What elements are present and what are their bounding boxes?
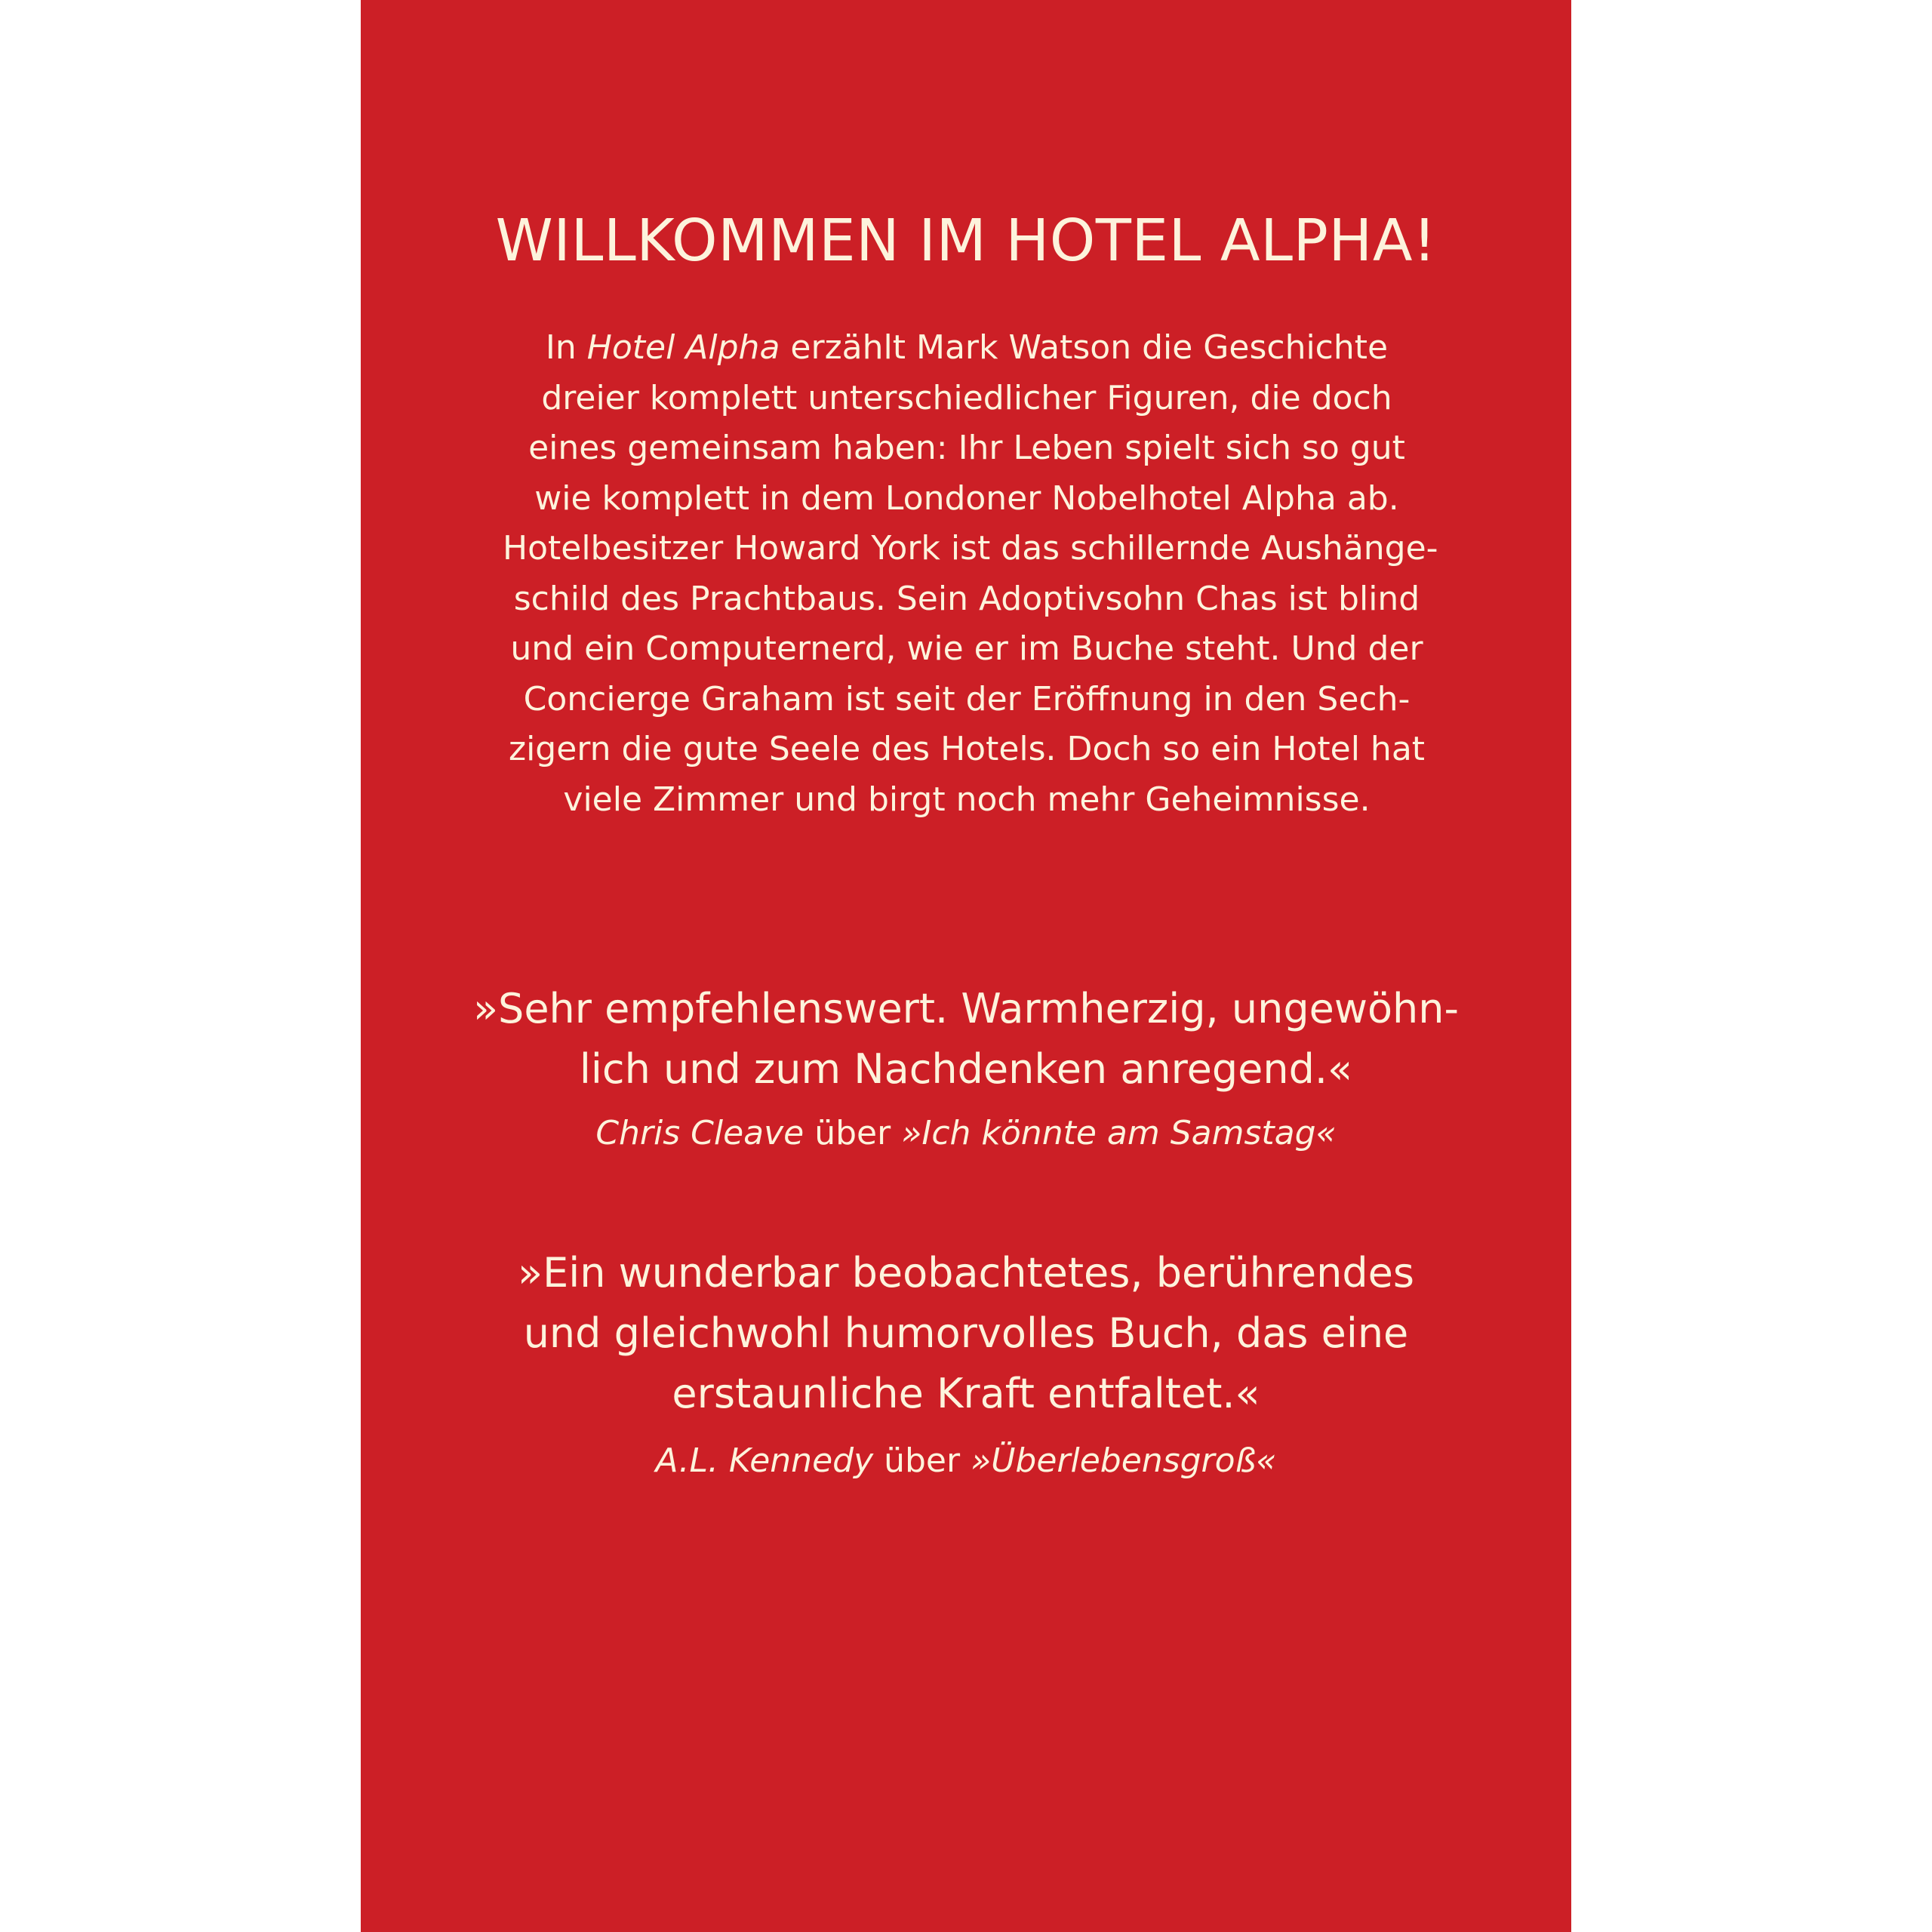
reviewer-name: Chris Cleave [595, 1114, 804, 1152]
reviewed-book-title: »Überlebensgroß« [971, 1441, 1277, 1480]
review-attribution-2 [436, 1438, 1496, 1484]
blurb-line [503, 323, 1431, 374]
quote-line: »Ein wunderbar beobachtetes, berührendes [518, 1249, 1414, 1297]
review-quote-2 [436, 1243, 1496, 1424]
review-quote-1 [436, 979, 1496, 1100]
attribution-connector: über [804, 1114, 902, 1152]
attribution-connector: über [873, 1441, 971, 1480]
book-title-italic: Hotel Alpha [586, 328, 780, 367]
quote-line: lich und zum Nachdenken anregend.« [579, 1045, 1353, 1093]
blurb-line: und ein Computernerd, wie er im Buche steht. Und der [510, 629, 1423, 668]
blurb-line: Concierge Graham ist seit der Eröffnung in den Sech- [523, 679, 1411, 718]
blurb-line: Hotelbesitzer Howard York ist das schillernde Aushänge- [503, 529, 1438, 568]
reviewer-name: A.L. Kennedy [655, 1441, 874, 1480]
reviewed-book-title: »Ich könnte am Samstag« [901, 1114, 1337, 1152]
book-back-cover [361, 0, 1571, 1932]
blurb-line-1-end: erzählt Mark Watson die Geschichte [780, 328, 1389, 367]
quote-line: und gleichwohl humorvolles Buch, das eine [523, 1309, 1409, 1357]
blurb-line: schild des Prachtbaus. Sein Adoptivsohn Chas ist blind [513, 579, 1420, 618]
blurb-text [503, 323, 1438, 825]
quote-line: »Sehr empfehlenswert. Warmherzig, ungewöhn- [473, 985, 1459, 1032]
blurb-line: viele Zimmer und birgt noch mehr Geheimnisse. [563, 780, 1371, 819]
blurb-line: zigern die gute Seele des Hotels. Doch so ein Hotel hat [508, 730, 1426, 768]
blurb-line-1-start: In [545, 328, 587, 367]
blurb-line: dreier komplett unterschiedlicher Figuren, die doch [541, 378, 1392, 417]
quote-line: erstaunliche Kraft entfaltet.« [672, 1370, 1260, 1417]
review-attribution-1 [436, 1111, 1496, 1156]
headline: WILLKOMMEN IM HOTEL ALPHA! [495, 208, 1437, 275]
blurb-line: eines gemeinsam haben: Ihr Leben spielt sich so gut [528, 429, 1405, 467]
blurb-line: wie komplett in dem Londoner Nobelhotel Alpha ab. [534, 478, 1399, 518]
